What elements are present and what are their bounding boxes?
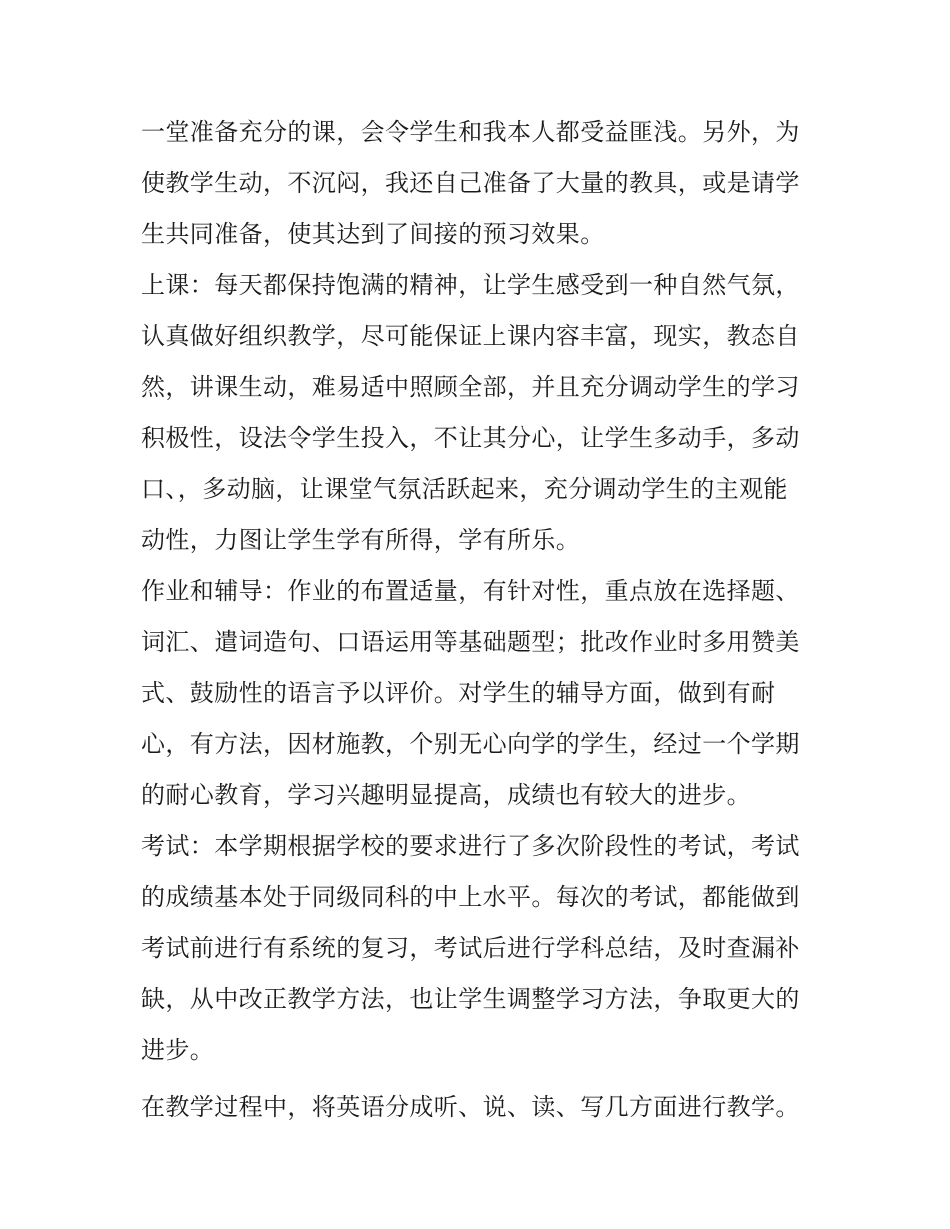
text-line: 认真做好组织教学，尽可能保证上课内容丰富，现实，教态自 (141, 322, 800, 350)
text-line: 然，讲课生动，难易适中照顾全部，并且充分调动学生的学习 (141, 373, 800, 401)
text-line: 上课：每天都保持饱满的精神，让学生感受到一种自然气氛， (141, 271, 800, 299)
text-line: 使教学生动，不沉闷，我还自己准备了大量的教具，或是请学 (141, 169, 800, 197)
text-line: 一堂准备充分的课，会令学生和我本人都受益匪浅。另外，为 (141, 118, 800, 146)
text-line: 在教学过程中，将英语分成听、说、读、写几方面进行教学。 (141, 1093, 800, 1121)
text-line: 考试前进行有系统的复习，考试后进行学科总结，及时查漏补 (141, 934, 800, 962)
text-line: 心，有方法，因材施教，个别无心向学的学生，经过一个学期 (141, 730, 800, 758)
text-line: 生共同准备，使其达到了间接的预习效果。 (141, 220, 605, 248)
text-line: 积极性，设法令学生投入，不让其分心，让学生多动手，多动 (141, 424, 800, 452)
text-line: 进步。 (141, 1036, 215, 1064)
text-line: 词汇、遣词造句、口语运用等基础题型；批改作业时多用赞美 (141, 628, 800, 656)
text-line: 口、，多动脑，让课堂气氛活跃起来，充分调动学生的主观能 (141, 475, 788, 503)
text-line: 作业和辅导：作业的布置适量，有针对性，重点放在选择题、 (141, 577, 800, 605)
text-line: 的耐心教育，学习兴趣明显提高，成绩也有较大的进步。 (141, 781, 751, 809)
text-line: 式、鼓励性的语言予以评价。对学生的辅导方面，做到有耐 (141, 679, 776, 707)
text-line: 动性，力图让学生学有所得，学有所乐。 (141, 526, 581, 554)
document-body (141, 107, 817, 1133)
text-line: 考试：本学期根据学校的要求进行了多次阶段性的考试，考试 (141, 832, 800, 860)
text-line: 缺，从中改正教学方法，也让学生调整学习方法，争取更大的 (141, 985, 800, 1013)
text-line: 的成绩基本处于同级同科的中上水平。每次的考试，都能做到 (141, 883, 800, 911)
